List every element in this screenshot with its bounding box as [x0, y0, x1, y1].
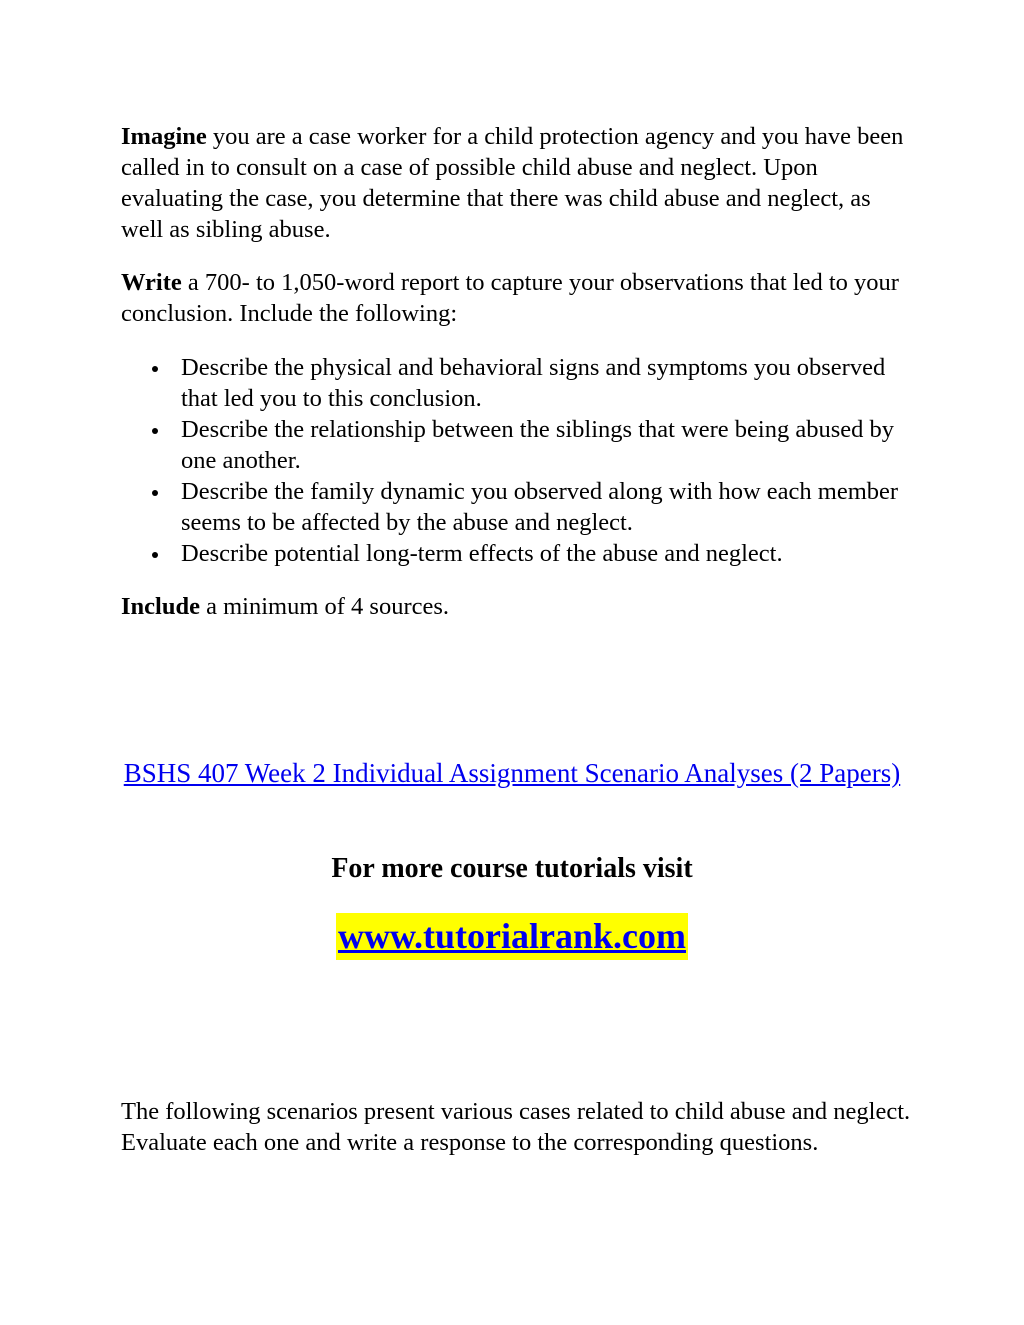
include-text: a minimum of 4 sources.: [199, 593, 450, 620]
requirements-list: [121, 352, 911, 569]
tutorial-heading: For more course tutorials visit: [331, 853, 693, 884]
list-item: [121, 414, 911, 476]
list-item-text: Describe the physical and behavioral signs and symptoms you observed that led you to this conclusion.: [181, 354, 886, 412]
intro-paragraph: [121, 121, 911, 245]
list-item-text: Describe the family dynamic you observed along with how each member seems to be affected by the abuse and neglect.: [181, 478, 899, 536]
include-lead: Include: [121, 593, 200, 620]
list-item: [121, 476, 911, 538]
bullet-icon: [152, 428, 158, 434]
list-item: [121, 352, 911, 414]
intro-text: you are a case worker for a child protection agency and you have been called in to consult on a case of possible child abuse and neglect. Upon evaluating the case, you determine that there was child abuse and neglect, as well as sibling abuse.: [121, 123, 904, 243]
write-lead: Write: [121, 269, 182, 296]
write-text: a 700- to 1,050-word report to capture your observations that led to your conclusion. Include the following:: [121, 269, 899, 327]
site-link-block: [0, 913, 1024, 960]
list-item: [121, 538, 911, 569]
course-link[interactable]: BSHS 407 Week 2 Individual Assignment Scenario Analyses (2 Papers): [123, 758, 901, 788]
bullet-icon: [152, 490, 158, 496]
write-paragraph: [121, 267, 911, 329]
scenarios-intro-paragraph: The following scenarios present various cases related to child abuse and neglect. Evaluate each one and write a response to the corresponding questions.: [121, 1098, 911, 1156]
site-link[interactable]: www.tutorialrank.com: [336, 913, 688, 960]
list-item-text: Describe the relationship between the siblings that were being abused by one another.: [181, 416, 895, 474]
bullet-icon: [152, 366, 158, 372]
list-item-text: Describe potential long-term effects of the abuse and neglect.: [181, 540, 783, 567]
course-link-block: [110, 756, 914, 790]
include-paragraph: [121, 591, 911, 622]
intro-lead: Imagine: [121, 123, 207, 150]
bullet-icon: [152, 552, 158, 558]
